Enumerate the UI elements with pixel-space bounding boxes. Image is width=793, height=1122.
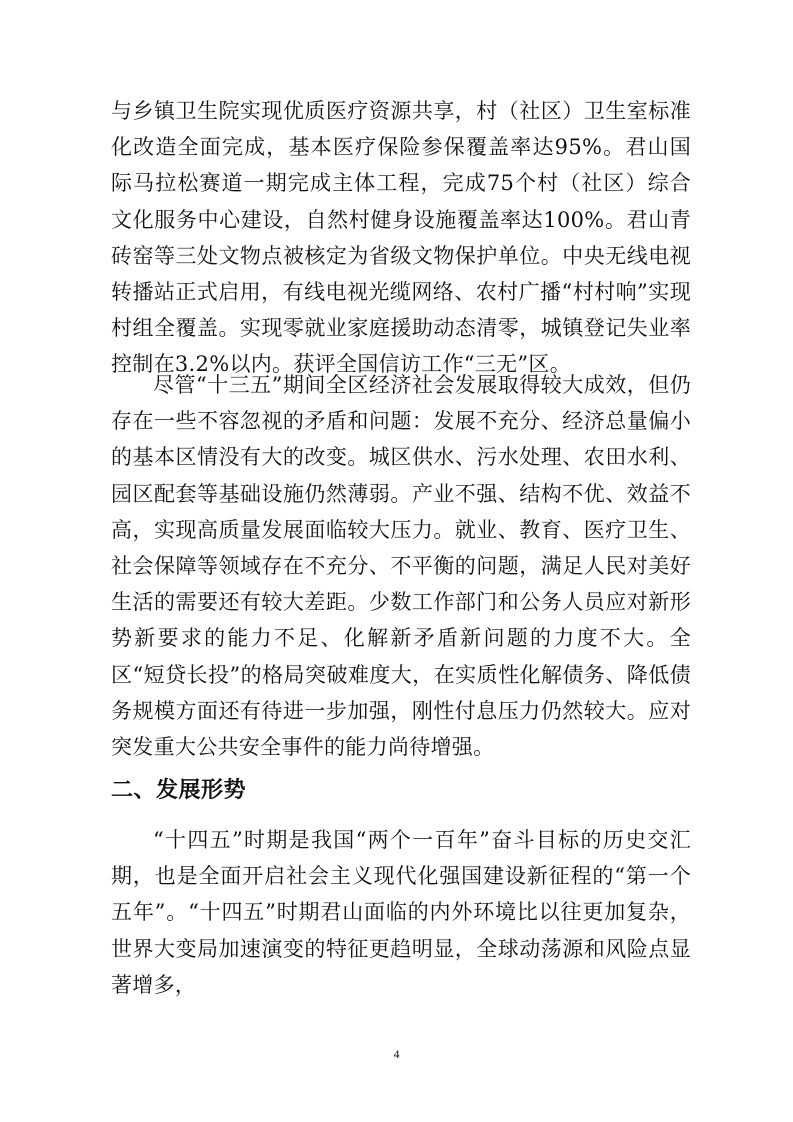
section-heading-development-situation: 二、发展形势 — [111, 778, 247, 803]
paragraph-problems-and-challenges: 尽管“十三五”期间全区经济社会发展取得较大成效，但仍存在一些不容忽视的矛盾和问题：发展不充分、经济总量偏小的基本区情没有大的改变。城区供水、污水处理、农田水利、园区配套等基础设施仍然薄弱。产业不强、结构不优、效益不高，实现高质量发展面临较大压力。就业、教育、医疗卫生、社会保障等领域存在不充分、不平衡的问题，满足人民对美好生活的需要还有较大差距。少数工作部门和公务人员应对新形势新要求的能力不足、化解新矛盾新问题的力度不大。全区“短贷长投”的格局突破难度大，在实质性化解债务、降低债务规模方面还有待进一步加强，刚性付息压力仍然较大。应对突发重大公共安全事件的能力尚待增强。 — [111, 373, 691, 760]
paragraph-health-culture-achievements: 与乡镇卫生院实现优质医疗资源共享，村（社区）卫生室标准化改造全面完成，基本医疗保险参保覆盖率达95%。君山国际马拉松赛道一期完成主体工程，完成75个村（社区）综合文化服务中心建设，自然村健身设施覆盖率达100%。君山青砖窑等三处文物点被核定为省级文物保护单位。中央无线电视转播站正式启用，有线电视光缆网络、农村广播“村村响”实现村组全覆盖。实现零就业家庭援助动态清零，城镇登记失业率控制在3.2%以内。获评全国信访工作“三无”区。 — [111, 99, 691, 377]
page-number: 4 — [393, 1047, 400, 1061]
paragraph-fourteenth-five-year-period: “十四五”时期是我国“两个一百年”奋斗目标的历史交汇期，也是全面开启社会主义现代化强国建设新征程的“第一个五年”。“十四五”时期君山面临的内外环境比以往更加复杂，世界大变局加速演变的特征更趋明显，全球动荡源和风险点显著增多， — [111, 828, 691, 997]
